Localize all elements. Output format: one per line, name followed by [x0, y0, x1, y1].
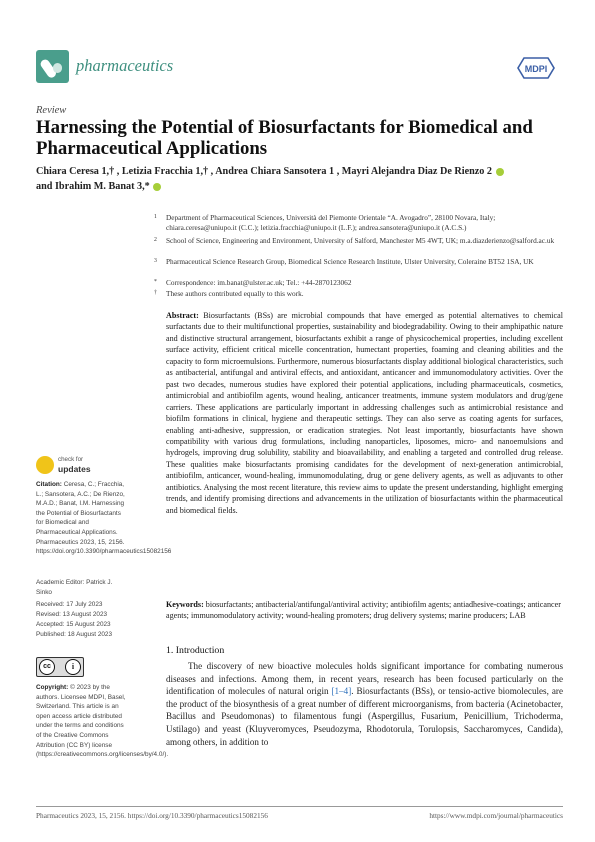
abstract-label: Abstract: [166, 311, 199, 320]
orcid-icon[interactable] [496, 168, 504, 176]
journal-logo [36, 50, 69, 83]
svg-text:MDPI: MDPI [524, 64, 548, 74]
affiliation-1: 1 Department of Pharmaceutical Sciences, Università del Piemonte Orientale “A. Avogadro”, 28100 Novara, Italy; chiara.ceresa@uniupo.it (C.C.); letizia.fracchia@uniupo.it (L.F.); andrea.sansotera@uniupo.it (A.C.S.) [154, 213, 496, 232]
footer-divider [36, 806, 563, 807]
abstract-text: Biosurfactants (BSs) are microbial compounds that have emerged as potential alternatives to chemical surfactants due to their multifunctional properties, sustainability and biodegradability. Owing to their amphipathic nature and distinctive structural arrangement, biosurfactants exhibit a range of physicochemical properties, including excellent surface activity, efficient critical micelle concentration, humectant properties, foaming and cleaning abilities and the capacity to form microemulsions. Furthermore, numerous biosurfactants display additional biological characteristics, such as antibacterial, antifungal and antiviral effects, and antioxidant, anticancer and immunomodulatory activities. Over the past two decades, numerous studies have explored their potential applications, including pharmaceuticals, cosmetics, antimicrobial and antibiofilm agents, wound healing, anticancer treatments, immune system modulators and drug/gene carriers. These applications are particularly important in addressing challenges such as antimicrobial resistance and biofilm formations in clinical, hygiene and therapeutic settings. They can also serve as coating agents for surfaces, enabling anti-adhesive, suppression, or eradication strategies. Not least importantly, biosurfactants have shown compatibility with various drug formulations, including nanoparticles, liposomes, micro- and nanoemulsions and hydrogels, improving drug solubility, stability and bioavailability, and enabling a targeted and controlled drug release. These qualities make biosurfactants promising candidates for the development of next-generation antimicrobial, antibiofilm, anticancer, wound-healing, immunomodulating, drug or gene delivery agents, as well as adjuvants to other antibiotics. Analysing the most recent literature, this review aims to update the present understanding, highlight emerging trends, and identify promising directions and advancements in the utilization of biosurfactants within the pharmaceutical and biomedical fields. [166, 311, 563, 515]
citation-link[interactable]: [1–4] [331, 686, 352, 697]
section-heading-introduction: 1. Introduction [166, 645, 225, 656]
received-date: Received: 17 July 2023 [36, 601, 103, 608]
journal-name: pharmaceutics [76, 56, 174, 75]
copyright: Copyright: © 2023 by the authors. Licensee MDPI, Basel, Switzerland. This article is an open access article distributed under the terms and conditions of the Creative Commons Attribution (CC BY) license (https://creativecommons.org/licenses/by/4.0/). [36, 684, 169, 759]
footer-citation[interactable]: Pharmaceutics 2023, 15, 2156. https://doi.org/10.3390/pharmaceutics15082156 [36, 811, 268, 820]
keywords-label: Keywords: [166, 600, 204, 609]
abstract [166, 310, 563, 516]
keywords-text: biosurfactants; antibacterial/antifungal/antiviral activity; antibiofilm agents; antiadhesive-coatings; anticancer agents; immunomodulatory activity; wound-healing promoters; drug delivery systems; marine producers; LAB [166, 600, 561, 621]
published-date: Published: 18 August 2023 [36, 631, 113, 638]
affiliation-2: 2 School of Science, Engineering and Environment, University of Salford, Manchester M5 4WT, UK; m.a.diazderienzo@salford.ac.uk [154, 236, 555, 245]
capsule-icon [39, 53, 66, 80]
correspondence: * Correspondence: im.banat@ulster.ac.uk; Tel.: +44-2870123062 [154, 278, 352, 287]
citation: Citation: Ceresa, C.; Fracchia, L.; Sansotera, A.C.; De Rienzo, M.A.D.; Banat, I.M. Harnessing the Potential of Biosurfactants for Biomedical and Pharmaceutical Applications. Pharmaceutics 2023, 15, 2156. https://doi.org/10.3390/pharmaceutics15082156 [36, 481, 172, 556]
author-list [36, 164, 566, 194]
paper-title: Harnessing the Potential of Biosurfactants for Biomedical and Pharmaceutical Applications [36, 117, 533, 159]
footer-journal-url[interactable]: https://www.mdpi.com/journal/pharmaceutics [429, 811, 563, 820]
check-for-updates-badge[interactable]: check for updates [36, 455, 116, 477]
orcid-icon[interactable] [153, 183, 161, 191]
introduction-text: The discovery of new bioactive molecules holds significant importance for combating numerous diseases and infections. Among them, in recent years, research has been focused particularly on the identification of molecules of natural origin [1–4]. Biosurfactants (BSs), or tensio-active biomolecules, are the product of the biosynthesis of a great number of different microorganisms, from bacteria (Acinetobacter, Bacillus and Pseudomonas) to filamentous fungi (Aspergillus, Fusarium, Penicillium, Trichoderma, Ustilago) and yeast (Kluyveromyces, Pseudozyma, Rhodotorula, Torulopsis, Saccharomyces, Candida), among others, in addition to [166, 661, 563, 747]
keywords [166, 599, 563, 622]
article-type: Review [36, 105, 67, 116]
mdpi-logo [516, 56, 556, 80]
cc-by-license-icon[interactable]: cc i [36, 657, 84, 677]
equal-contribution-note: † These authors contributed equally to this work. [154, 289, 304, 298]
check-updates-icon [36, 456, 54, 474]
accepted-date: Accepted: 15 August 2023 [36, 621, 111, 628]
academic-editor: Academic Editor: Patrick J. Sinko [36, 579, 113, 596]
revised-date: Revised: 13 August 2023 [36, 611, 108, 618]
affiliation-3: 3 Pharmaceutical Science Research Group, Biomedical Science Research Institute, Ulster University, Coleraine BT52 1SA, UK [154, 257, 534, 266]
authors-line-2: and Ibrahim M. Banat 3,* [36, 179, 566, 194]
authors-line-1: Chiara Ceresa 1,† , Letizia Fracchia 1,† , Andrea Chiara Sansotera 1 , Mayri Alejandra Diaz De Rienzo 2 [36, 164, 566, 179]
